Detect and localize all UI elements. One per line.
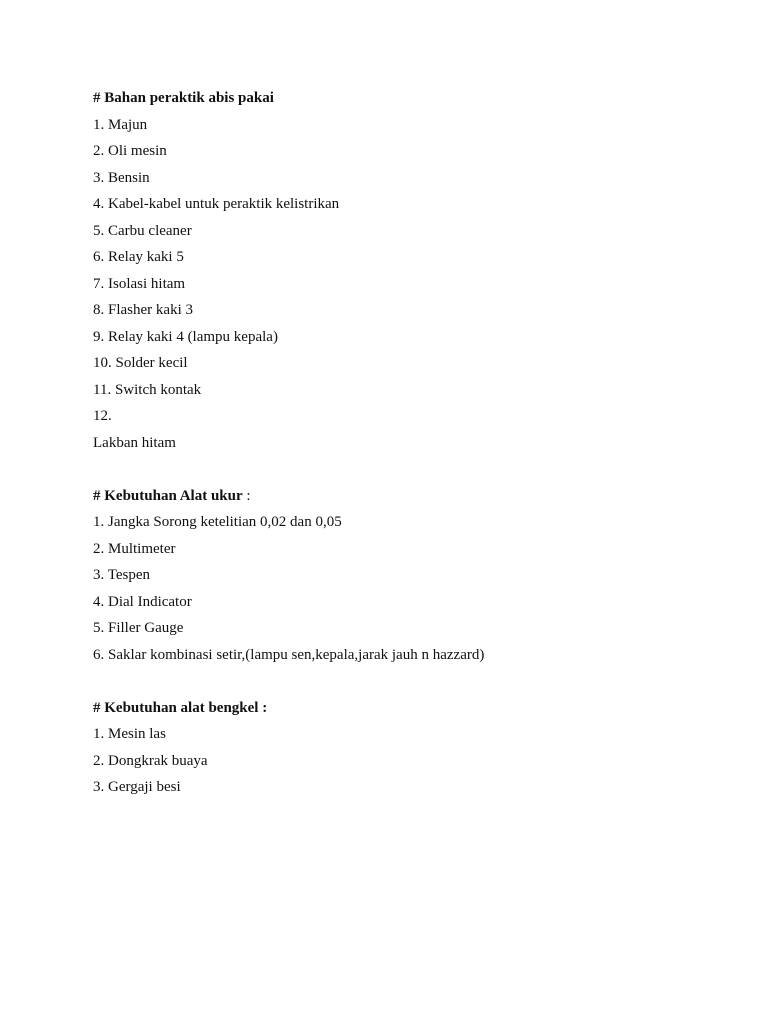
list-item: 2. Multimeter: [93, 540, 176, 557]
list-item: Lakban hitam: [93, 434, 176, 451]
heading-suffix-text: :: [242, 487, 251, 504]
list-item: 5. Carbu cleaner: [93, 222, 192, 239]
paragraph-spacer: [93, 456, 693, 483]
list-item: 1. Mesin las: [93, 726, 166, 742]
list-item: 4. Dial Indicator: [93, 593, 192, 610]
paragraph-spacer: [93, 668, 693, 695]
list-item: 7. Isolasi hitam: [93, 275, 186, 292]
section-heading-alat-ukur: [93, 483, 693, 510]
list-item: 11. Switch kontak: [93, 381, 202, 398]
list-item: 10. Solder kecil: [93, 355, 188, 371]
list-item: 1. Majun: [93, 116, 148, 133]
list-item: 6. Relay kaki 5: [93, 249, 184, 265]
list-item: 3. Tespen: [93, 567, 150, 583]
section-heading-alat-bengkel: [93, 695, 693, 722]
list-item: 8. Flasher kaki 3: [93, 302, 193, 318]
list-item: 5. Filler Gauge: [93, 620, 184, 636]
list-item: 2. Dongkrak buaya: [93, 752, 208, 769]
list-item: 1. Jangka Sorong ketelitian 0,02 dan 0,05: [93, 514, 342, 530]
list-item: 6. Saklar kombinasi setir,(lampu sen,kepala,jarak jauh n hazzard): [93, 646, 485, 663]
section-heading-bahan-praktik: [93, 85, 693, 112]
list-item: 4. Kabel-kabel untuk peraktik kelistrikan: [93, 196, 340, 212]
list-item: 9. Relay kaki 4 (lampu kepala): [93, 328, 278, 345]
document-body: [93, 85, 693, 801]
heading-bold-text: # Bahan peraktik abis pakai: [93, 90, 274, 106]
heading-bold-text: # Kebutuhan alat bengkel :: [93, 699, 268, 716]
list-item: 3. Gergaji besi: [93, 779, 181, 795]
list-item: 2. Oli mesin: [93, 143, 167, 159]
list-item: 12.: [93, 408, 112, 424]
heading-bold-text: # Kebutuhan Alat ukur: [93, 487, 243, 504]
list-item: 3. Bensin: [93, 169, 150, 186]
